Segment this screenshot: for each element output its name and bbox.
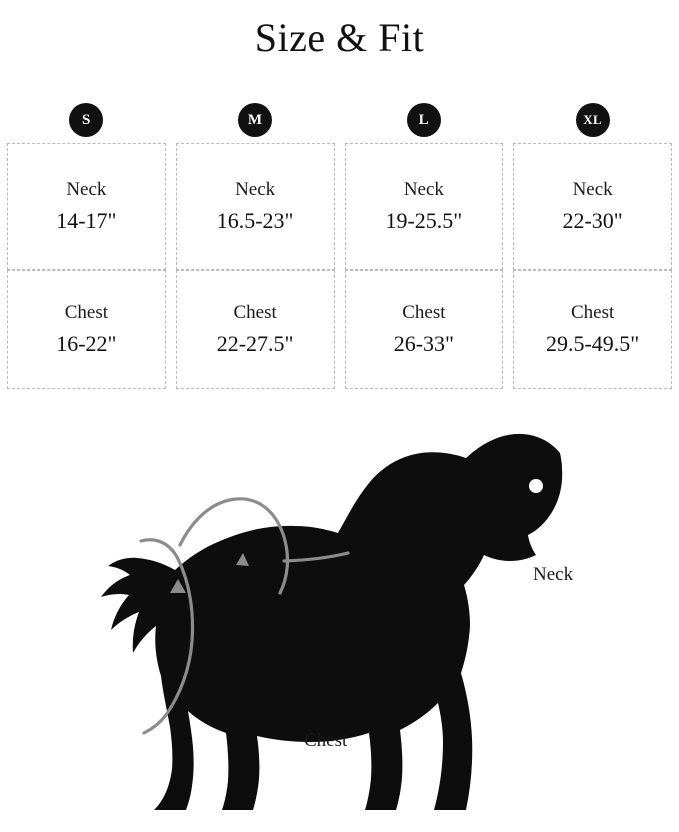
neck-label-s: Neck <box>66 178 107 200</box>
page-title: Size & Fit <box>254 15 425 60</box>
neck-cell-xl <box>513 143 672 270</box>
chest-leader-line <box>144 715 166 733</box>
chest-value-s: 16-22" <box>56 331 117 357</box>
size-badge-row <box>2 97 677 143</box>
size-badge-l: L <box>407 103 441 137</box>
neck-cell-m <box>176 143 335 270</box>
dog-measurement-illustration <box>0 413 679 813</box>
chest-value-l: 26-33" <box>393 331 455 357</box>
chest-value-xl: 29.5-49.5" <box>545 331 640 357</box>
size-badge-cell-xl <box>508 97 677 143</box>
size-badge-cell-l <box>340 97 509 143</box>
neck-value-m: 16.5-23" <box>216 208 294 234</box>
neck-value-xl: 22-30" <box>562 208 623 234</box>
dog-silhouette-icon <box>0 413 679 813</box>
chest-value-m: 22-27.5" <box>216 331 294 357</box>
neck-cell-l <box>345 143 504 270</box>
neck-value-l: 19-25.5" <box>385 208 463 234</box>
chest-cell-m <box>176 270 335 389</box>
size-badge-s: S <box>69 103 103 137</box>
chest-label-s: Chest <box>64 301 109 323</box>
size-badge-cell-s <box>2 97 171 143</box>
neck-callout-label: Neck <box>533 564 574 585</box>
size-badge-xl: XL <box>576 103 610 137</box>
neck-label-m: Neck <box>235 178 276 200</box>
size-badge-cell-m <box>171 97 340 143</box>
chest-label-l: Chest <box>402 301 446 323</box>
chest-cell-l <box>345 270 504 389</box>
neck-label-l: Neck <box>403 178 444 200</box>
chest-label-xl: Chest <box>570 301 615 323</box>
neck-label-xl: Neck <box>572 178 613 200</box>
chest-label-m: Chest <box>233 301 277 323</box>
neck-measurement-row <box>2 143 677 270</box>
chest-measurement-row <box>2 270 677 389</box>
neck-value-s: 14-17" <box>56 208 117 234</box>
chest-callout-label: Chest <box>304 730 348 751</box>
size-badge-m: M <box>238 103 272 137</box>
chest-cell-s <box>7 270 166 389</box>
neck-cell-s <box>7 143 166 270</box>
size-chart <box>0 97 679 389</box>
chest-cell-xl <box>513 270 672 389</box>
